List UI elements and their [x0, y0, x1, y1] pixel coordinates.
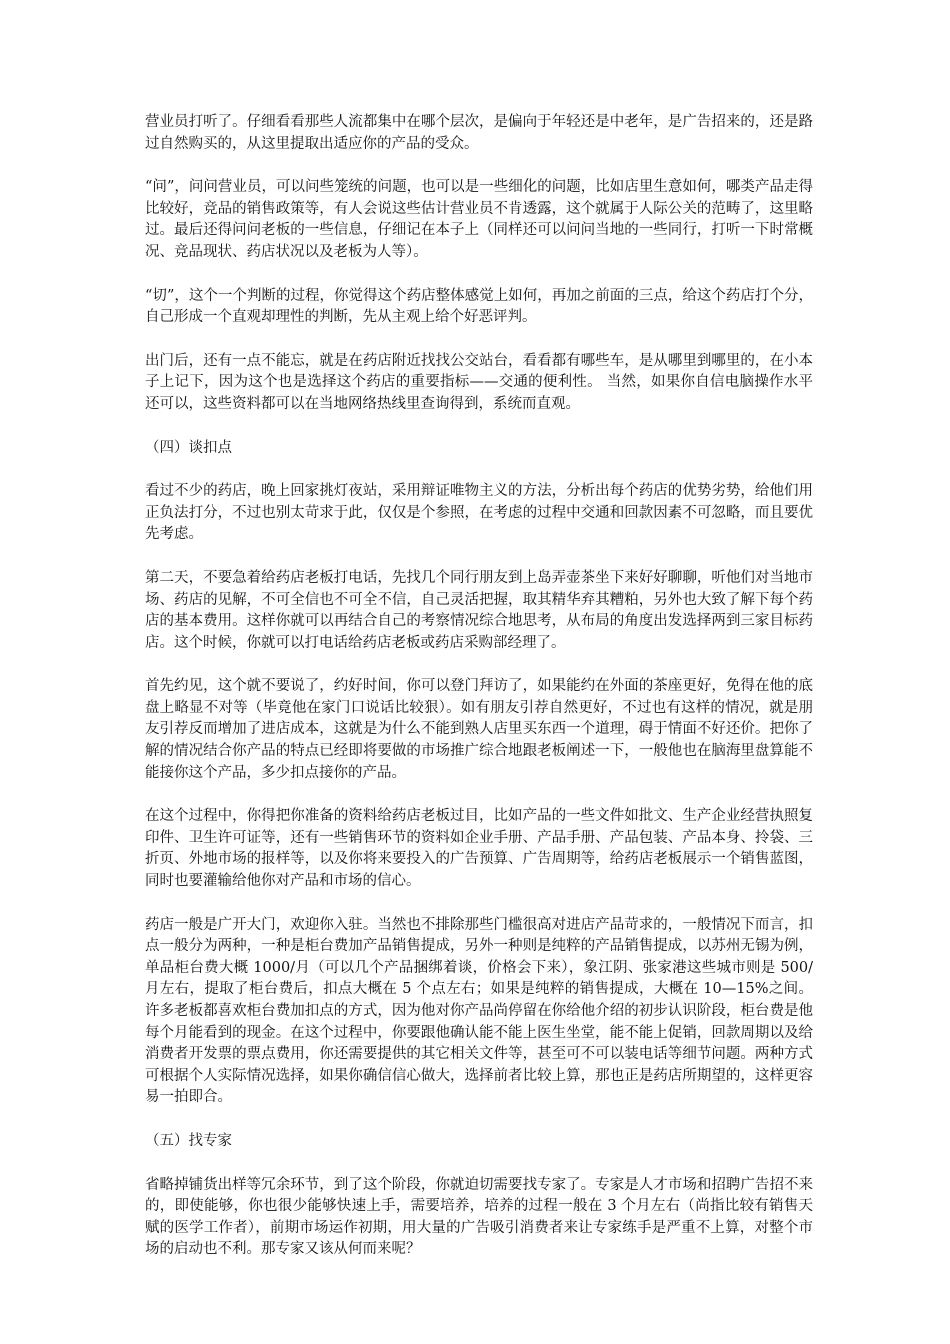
paragraph-scoring: 看过不少的药店，晚上回家挑灯夜站，采用辩证唯物主义的方法，分析出每个药店的优势劣势，给他们用正负法打分，不过也别太苛求于此，仅仅是个参照，在考虑的过程中交通和回款因素不可忽略，而且要优先考虑。 — [145, 483, 813, 543]
section-heading-discount: （四）谈扣点 — [145, 439, 232, 456]
paragraph-ask: “问”，问问营业员，可以问些笼统的问题，也可以是一些细化的问题，比如店里生意如何，哪类产品走得比较好，竞品的销售政策等，有人会说这些估计营业员不肯透露，这个就属于人际公关的范畴了，这里略过。最后还得问问老板的一些信息，仔细记在本子上（同样还可以问问当地的一些同行，打听一下时常概况、竞品现状、药店状况以及老板为人等）。 — [145, 179, 813, 260]
paragraph-observe: 营业员打听了。仔细看看那些人流都集中在哪个层次，是偏向于年轻还是中老年，是广告招来的，还是路过自然购买的，从这里提取出适应你的产品的受众。 — [145, 114, 813, 152]
paragraph-judge: “切”，这个一个判断的过程，你觉得这个药店整体感觉上如何，再加之前面的三点，给这个药店打个分，自己形成一个直观却理性的判断，先从主观上给个好恶评判。 — [145, 287, 813, 326]
section-heading-experts: （五）找专家 — [145, 1132, 232, 1149]
document-body — [145, 112, 813, 1283]
paragraph-transport: 出门后，还有一点不能忘，就是在药店附近找找公交站台，看看都有哪些车，是从哪里到哪里的，在小本子上记下，因为这个也是选择这个药店的重要指标——交通的便利性。 当然，如果你自信电脑操作水平还可以，这些资料都可以在当地网络热线里查询得到，系统而直观。 — [145, 352, 813, 412]
paragraph-meeting: 首先约见，这个就不要说了，约好时间，你可以登门拜访了，如果能约在外面的茶座更好，免得在他的底盘上略显不对等（毕竟他在家门口说话比较狠）。如有朋友引荐自然更好，不过也有这样的情况，就是朋友引荐反而增加了进店成本，这就是为什么不能到熟人店里买东西一个道理，碍于情面不好还价。把你了解的情况结合你产品的特点已经即将要做的市场推广综合地跟老板阐述一下，一般他也在脑海里盘算能不能接你这个产品，多少扣点接你的产品。 — [145, 678, 813, 781]
paragraph-materials: 在这个过程中，你得把你准备的资料给药店老板过目，比如产品的一些文件如批文、生产企业经营执照复印件、卫生许可证等，还有一些销售环节的资料如企业手册、产品手册、产品包装、产品本身、拎袋、三折页、外地市场的报样等，以及你将来要投入的广告预算、广告周期等，给药店老板展示一个销售蓝图，同时也要灌输给他你对产品和市场的信心。 — [145, 808, 813, 890]
paragraph-next-day: 第二天，不要急着给药店老板打电话，先找几个同行朋友到上岛弄壶茶坐下来好好聊聊，听他们对当地市场、药店的见解，不可全信也不可全不信，自己灵活把握，取其精华弃其糟粕，另外也大致了解下每个药店的基本费用。这样你就可以再结合自己的考察情况综合地思考，从布局的角度出发选择两到三家目标药店。这个时候，你就可以打电话给药店老板或药店采购部经理了。 — [145, 569, 813, 651]
paragraph-find-experts: 省略掉铺货出样等冗余环节，到了这个阶段，你就迫切需要找专家了。专家是人才市场和招聘广告招不来的，即使能够，你也很少能够快速上手，需要培养，培养的过程一般在 3 个月左右（尚指比较有销售天赋的医学工作者），前期市场运作初期，用大量的广告吸引消费者来让专家练手是严重不上算，对整个市场的启动也不利。那专家又该从何而来呢？ — [145, 1176, 813, 1258]
paragraph-fees: 药店一般是广开大门，欢迎你入驻。当然也不排除那些门槛很高对进店产品苛求的，一般情况下而言，扣点一般分为两种，一种是柜台费加产品销售提成，另外一种则是纯粹的产品销售提成，以苏州无锡为例，单品柜台费大概 1000/月（可以几个产品捆绑着谈，价格会下来），象江阴、张家港这些城市则是 500/月左右，提取了柜台费后，扣点大概在 5 个点左右；如果是纯粹的销售提成，大概在 10—15%之间。许多老板都喜欢柜台费加扣点的方式，因为他对你产品尚停留在你给他介绍的初步认识阶段，柜台费是他每个月能看到的现金。在这个过程中，你要跟他确认能不能上医生坐堂，能不能上促销，回款周期以及给消费者开发票的票点费用，你还需要提供的其它相关文件等，甚至可不可以装电话等细节问题。两种方式可根据个人实际情况选择，如果你确信信心做大，选择前者比较上算，那也正是药店所期望的，这样更容易一拍即合。 — [145, 916, 813, 1106]
